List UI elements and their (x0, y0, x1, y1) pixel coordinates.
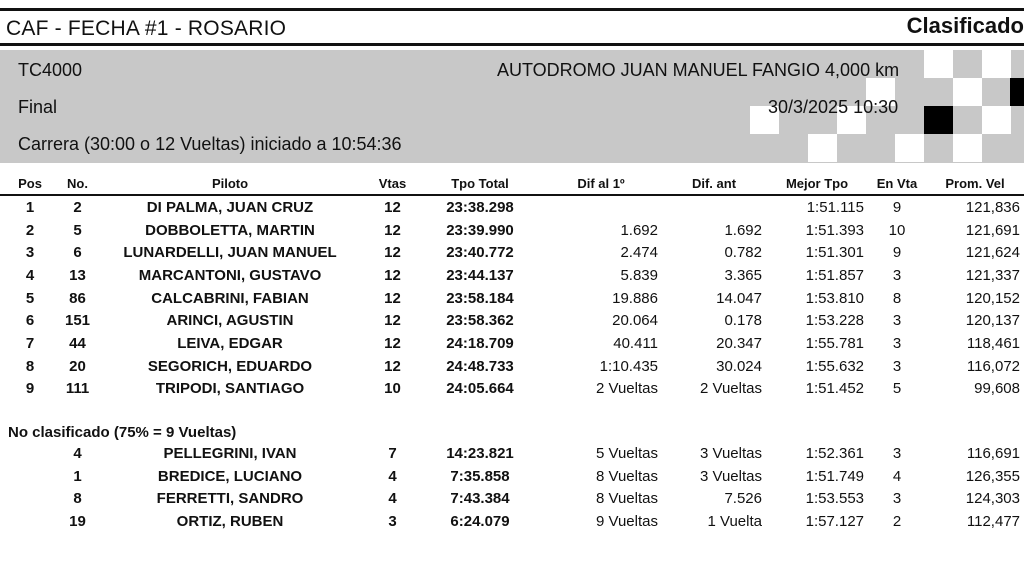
cell-number: 151 (64, 312, 91, 330)
cell-laps: 12 (384, 289, 401, 307)
table-header-row (0, 172, 1024, 195)
cell-pos (0, 465, 60, 488)
cell-driver: DOBBOLETTA, MARTIN (145, 221, 315, 239)
cell-total-time: 23:58.184 (446, 289, 514, 307)
category-label: TC4000 (18, 60, 83, 80)
cell-gap-prev (662, 195, 766, 219)
table-row (0, 219, 1024, 242)
cell-avg-speed: 121,624 (965, 244, 1020, 262)
cell-on-lap: 3 (892, 357, 902, 375)
cell-on-lap: 8 (892, 289, 902, 307)
race-info-panel (0, 50, 1024, 163)
cell-laps: 12 (384, 312, 401, 330)
cell-avg-speed: 99,608 (974, 380, 1020, 398)
date-time-label: 30/3/2025 10:30 (768, 97, 899, 117)
cell-best-lap: 1:51.749 (805, 467, 864, 485)
cell-gap-prev: 7.526 (724, 490, 762, 508)
cell-best-lap: 1:53.553 (805, 490, 864, 508)
cell-total-time: 6:24.079 (450, 512, 510, 530)
table-row (0, 287, 1024, 310)
cell-gap-first (540, 195, 662, 219)
cell-number: 20 (69, 357, 86, 375)
cell-number: 4 (73, 444, 82, 462)
cell-gap-prev: 30.024 (716, 357, 762, 375)
cell-best-lap: 1:51.393 (805, 221, 864, 239)
cell-pos: 4 (25, 266, 35, 284)
cell-best-lap: 1:51.115 (806, 198, 864, 216)
race-description: Carrera (30:00 o 12 Vueltas) iniciado a 10:54:36 (18, 134, 402, 154)
cell-on-lap: 9 (892, 198, 902, 216)
cell-gap-prev: 2 Vueltas (700, 380, 762, 398)
cell-pos: 3 (25, 244, 35, 262)
cell-best-lap: 1:55.632 (805, 357, 864, 375)
circuit-label: AUTODROMO JUAN MANUEL FANGIO 4,000 km (497, 60, 900, 80)
cell-gap-prev: 20.347 (716, 334, 762, 352)
document-type: Clasificado (906, 13, 1024, 38)
cell-total-time: 23:44.137 (446, 266, 514, 284)
cell-gap-first: 2.474 (620, 244, 658, 262)
table-row (0, 442, 1024, 465)
cell-gap-first: 8 Vueltas (596, 490, 658, 508)
cell-pos: 6 (25, 312, 35, 330)
cell-driver: LEIVA, EDGAR (177, 334, 283, 352)
cell-driver: BREDICE, LUCIANO (157, 467, 303, 485)
cell-avg-speed: 121,337 (965, 266, 1020, 284)
cell-laps: 10 (384, 380, 401, 398)
cell-pos: 7 (25, 334, 35, 352)
title-bar (0, 8, 1024, 46)
table-row (0, 378, 1024, 401)
col-avg-speed: Prom. Vel (926, 172, 1024, 195)
cell-gap-first: 8 Vueltas (596, 467, 658, 485)
results-table (0, 172, 1024, 400)
cell-pos: 8 (25, 357, 35, 375)
cell-laps: 4 (388, 490, 397, 508)
cell-total-time: 23:38.298 (446, 198, 514, 216)
col-gap-prev: Dif. ant (662, 172, 766, 195)
cell-laps: 12 (384, 357, 401, 375)
cell-gap-prev: 1 Vuelta (707, 512, 762, 530)
table-row (0, 195, 1024, 219)
table-row (0, 487, 1024, 510)
cell-number: 8 (73, 490, 82, 508)
cell-on-lap: 4 (892, 467, 902, 485)
cell-on-lap: 10 (888, 221, 906, 239)
cell-gap-first: 40.411 (613, 334, 658, 352)
cell-gap-first: 5.839 (620, 266, 658, 284)
col-best-lap: Mejor Tpo (766, 172, 868, 195)
cell-driver: LUNARDELLI, JUAN MANUEL (123, 244, 337, 262)
col-total-time: Tpo Total (420, 172, 540, 195)
cell-driver: ARINCI, AGUSTIN (166, 312, 294, 330)
cell-total-time: 23:40.772 (446, 244, 514, 262)
cell-best-lap: 1:55.781 (805, 334, 864, 352)
cell-gap-prev: 3 Vueltas (700, 467, 762, 485)
cell-number: 2 (73, 198, 82, 216)
table-row (0, 241, 1024, 264)
cell-total-time: 7:35.858 (450, 467, 510, 485)
cell-driver: ORTIZ, RUBEN (176, 512, 284, 530)
not-classified-table (0, 442, 1024, 533)
cell-laps: 7 (388, 444, 397, 462)
cell-number: 5 (73, 221, 82, 239)
cell-avg-speed: 121,691 (965, 221, 1020, 239)
table-row (0, 332, 1024, 355)
cell-laps: 12 (384, 334, 401, 352)
cell-number: 1 (73, 467, 82, 485)
cell-pos: 5 (25, 289, 35, 307)
cell-gap-prev: 0.178 (724, 312, 762, 330)
cell-pos: 1 (25, 198, 35, 216)
cell-total-time: 23:58.362 (446, 312, 514, 330)
cell-gap-prev: 0.782 (724, 244, 762, 262)
cell-avg-speed: 126,355 (965, 467, 1020, 485)
col-laps: Vtas (365, 172, 420, 195)
cell-gap-first: 2 Vueltas (596, 380, 658, 398)
cell-best-lap: 1:51.301 (805, 244, 864, 262)
col-driver: Piloto (95, 172, 365, 195)
cell-number: 44 (69, 334, 86, 352)
cell-pos: 9 (25, 380, 35, 398)
cell-number: 111 (65, 380, 90, 398)
cell-gap-first: 20.064 (612, 312, 658, 330)
cell-laps: 12 (384, 221, 401, 239)
cell-on-lap: 3 (892, 334, 902, 352)
cell-pos: 2 (25, 221, 35, 239)
cell-best-lap: 1:52.361 (805, 444, 864, 462)
not-classified-heading: No clasificado (75% = 9 Vueltas) (8, 424, 237, 441)
session-label: Final (18, 97, 58, 117)
cell-avg-speed: 116,691 (966, 444, 1020, 462)
cell-driver: DI PALMA, JUAN CRUZ (146, 198, 314, 216)
cell-on-lap: 3 (892, 312, 902, 330)
cell-total-time: 7:43.384 (450, 490, 510, 508)
cell-avg-speed: 120,152 (965, 289, 1020, 307)
cell-laps: 3 (388, 512, 397, 530)
cell-gap-prev: 1.692 (724, 221, 762, 239)
cell-total-time: 24:05.664 (446, 380, 514, 398)
col-pos: Pos (0, 172, 60, 195)
cell-total-time: 24:48.733 (446, 357, 514, 375)
cell-pos (0, 442, 60, 465)
cell-gap-first: 1.692 (620, 221, 658, 239)
cell-avg-speed: 121,836 (965, 198, 1020, 216)
cell-best-lap: 1:53.228 (805, 312, 864, 330)
cell-number: 6 (73, 244, 82, 262)
col-number: No. (60, 172, 95, 195)
cell-avg-speed: 124,303 (965, 490, 1020, 508)
cell-on-lap: 2 (892, 512, 902, 530)
cell-driver: SEGORICH, EDUARDO (147, 357, 313, 375)
cell-best-lap: 1:51.452 (805, 380, 864, 398)
cell-best-lap: 1:51.857 (805, 266, 864, 284)
table-row (0, 264, 1024, 287)
cell-avg-speed: 118,461 (966, 334, 1020, 352)
cell-pos (0, 487, 60, 510)
col-gap-first: Dif al 1º (540, 172, 662, 195)
cell-gap-first: 19.886 (612, 289, 658, 307)
cell-on-lap: 3 (892, 490, 902, 508)
cell-driver: PELLEGRINI, IVAN (163, 444, 297, 462)
cell-best-lap: 1:57.127 (805, 512, 864, 530)
cell-driver: MARCANTONI, GUSTAVO (138, 266, 322, 284)
cell-avg-speed: 112,477 (966, 512, 1020, 530)
table-row (0, 465, 1024, 488)
cell-laps: 4 (388, 467, 397, 485)
table-row (0, 309, 1024, 332)
table-row (0, 510, 1024, 533)
cell-driver: TRIPODI, SANTIAGO (155, 380, 305, 398)
cell-avg-speed: 120,137 (965, 312, 1020, 330)
cell-driver: FERRETTI, SANDRO (156, 490, 304, 508)
cell-gap-prev: 3.365 (724, 266, 762, 284)
cell-best-lap: 1:53.810 (805, 289, 864, 307)
cell-on-lap: 9 (892, 244, 902, 262)
event-title: CAF - FECHA #1 - ROSARIO (6, 17, 287, 40)
cell-gap-first: 1:10.435 (599, 357, 658, 375)
cell-gap-prev: 14.047 (716, 289, 762, 307)
cell-avg-speed: 116,072 (966, 357, 1020, 375)
cell-laps: 12 (384, 266, 401, 284)
cell-on-lap: 3 (892, 266, 902, 284)
cell-pos (0, 510, 60, 533)
cell-number: 19 (69, 512, 86, 530)
cell-gap-prev: 3 Vueltas (700, 444, 762, 462)
cell-gap-first: 5 Vueltas (596, 444, 658, 462)
col-on-lap: En Vta (868, 172, 926, 195)
cell-number: 13 (69, 266, 86, 284)
cell-total-time: 24:18.709 (446, 334, 514, 352)
cell-laps: 12 (384, 198, 401, 216)
table-row (0, 355, 1024, 378)
cell-on-lap: 5 (892, 380, 902, 398)
cell-gap-first: 9 Vueltas (596, 512, 658, 530)
cell-number: 86 (69, 289, 86, 307)
cell-total-time: 14:23.821 (446, 444, 514, 462)
cell-driver: CALCABRINI, FABIAN (151, 289, 309, 307)
cell-laps: 12 (384, 244, 401, 262)
cell-on-lap: 3 (892, 444, 902, 462)
cell-total-time: 23:39.990 (446, 221, 514, 239)
